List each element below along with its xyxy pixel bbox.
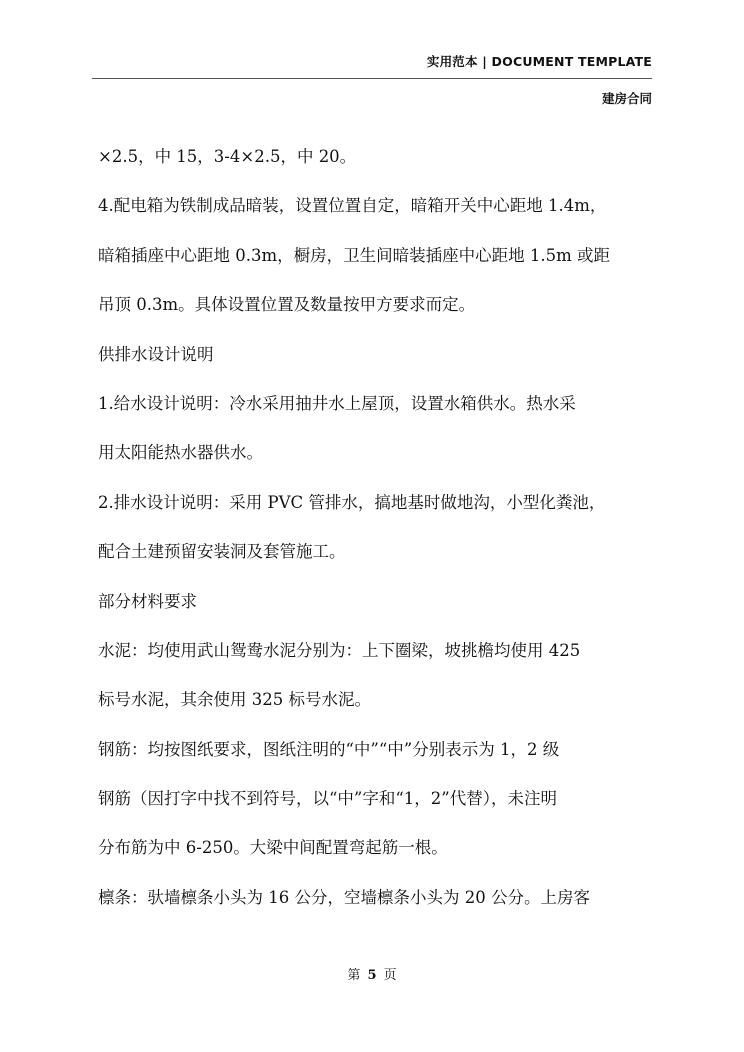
- body-line: 吊顶 0.3m。具体设置位置及数量按甲方要求而定。: [98, 295, 476, 315]
- footer-prefix: 第: [347, 968, 361, 983]
- page-footer: [0, 964, 744, 983]
- body-line: 1.给水设计说明：冷水采用抽井水上屋顶，设置水箱供水。热水采: [98, 393, 576, 413]
- body-line: 暗箱插座中心距地 0.3m，橱房，卫生间暗装插座中心距地 1.5m 或距: [98, 245, 611, 265]
- body-line: 水泥：均使用武山鸳鸯水泥分别为：上下圈梁，坡挑檐均使用 425: [98, 640, 581, 660]
- body-line: 用太阳能热水器供水。: [98, 443, 263, 463]
- body-line: 4.配电箱为铁制成品暗装，设置位置自定，暗箱开关中心距地 1.4m，: [98, 196, 607, 216]
- section-heading: 供排水设计说明: [98, 344, 214, 364]
- body-line: 配合土建预留安装洞及套管施工。: [98, 542, 346, 562]
- body-line: 檩条：驮墙檩条小头为 16 公分，空墙檩条小头为 20 公分。上房客: [98, 887, 590, 907]
- header-divider: [92, 78, 652, 79]
- body-line: 分布筋为中 6-250。大梁中间配置弯起筋一根。: [98, 838, 448, 858]
- body-line: 标号水泥，其余使用 325 标号水泥。: [98, 690, 371, 710]
- document-body: [98, 137, 658, 927]
- page-number: 5: [367, 968, 377, 983]
- header-subtitle: 建房合同: [601, 91, 652, 106]
- body-line: 钢筋：均按图纸要求，图纸注明的“中”“中”分别表示为 1，2 级: [98, 739, 560, 759]
- body-line: 2.排水设计说明：采用 PVC 管排水，搞地基时做地沟，小型化粪池，: [98, 492, 606, 512]
- body-line: ×2.5，中 15，3-4×2.5，中 20。: [98, 147, 357, 166]
- section-heading: 部分材料要求: [98, 591, 197, 611]
- footer-suffix: 页: [383, 968, 397, 983]
- body-line: 钢筋（因打字中找不到符号，以“中”字和“1，2”代替），未注明: [98, 789, 557, 809]
- header-title: 实用范本 | DOCUMENT TEMPLATE: [426, 54, 652, 69]
